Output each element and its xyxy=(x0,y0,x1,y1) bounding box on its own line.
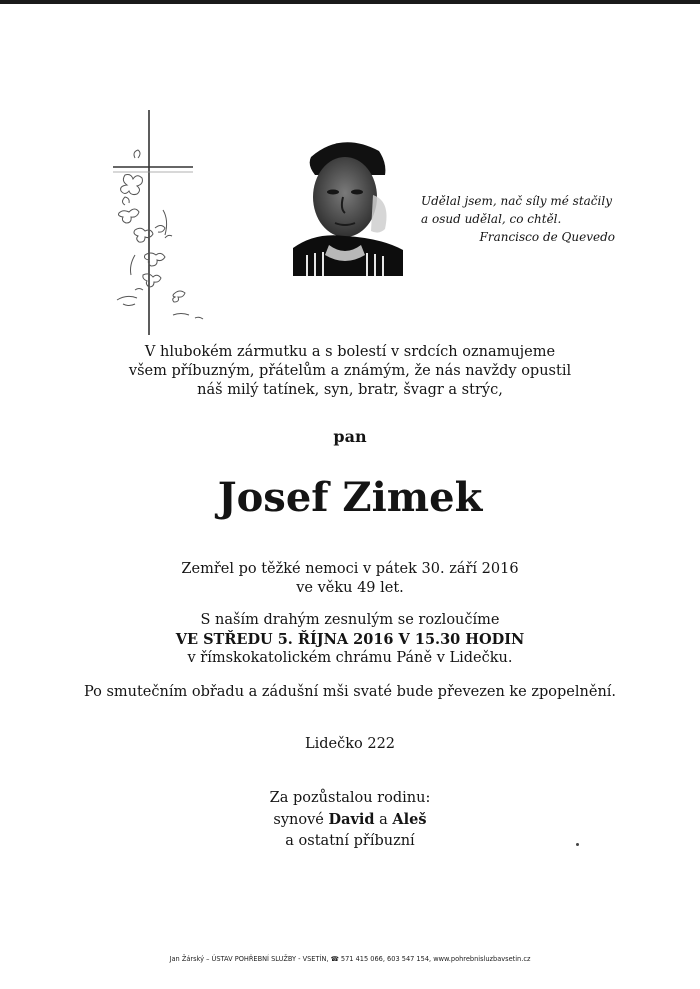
family-sons xyxy=(0,809,700,831)
scan-speck xyxy=(576,843,579,846)
family-signature xyxy=(0,788,700,852)
intro-line-3: náš milý tatínek, syn, bratr, švagr a strýc, xyxy=(197,382,503,398)
funeral-place: v římskokatolickém chrámu Páně v Lidečku. xyxy=(187,650,513,666)
death-line-1: Zemřel po těžké nemoci v pátek 30. září 2016 xyxy=(181,561,519,577)
family-heading: Za pozůstalou rodinu: xyxy=(269,790,431,806)
deceased-name: Josef Zimek xyxy=(217,474,483,521)
announcement-intro xyxy=(80,343,620,400)
death-line-2: ve věku 49 let. xyxy=(296,580,404,596)
funeral-date: VE STŘEDU 5. ŘÍJNA 2016 V 15.30 HODIN xyxy=(175,631,525,648)
farewell-line-1: S naším drahým zesnulým se rozloučíme xyxy=(200,612,500,628)
footer xyxy=(0,955,700,963)
son-name-1: David xyxy=(328,811,375,828)
footer-company: Jan Žárský – ÚSTAV POHŘEBNÍ SLUŽBY - VSETÍN, xyxy=(169,955,329,963)
phone-icon: ☎ xyxy=(330,955,339,963)
quote-line-1: Udělal jsem, nač síly mé stačily xyxy=(421,194,612,208)
footer-website[interactable]: www.pohrebnisluzbavsetin.cz xyxy=(433,955,531,963)
family-others: a ostatní příbuzní xyxy=(285,833,415,849)
conjunction: a xyxy=(379,812,388,828)
sons-prefix: synové xyxy=(273,812,324,828)
cremation-note: Po smutečním obřadu a zádušní mši svaté bude převezen ke zpopelnění. xyxy=(83,684,617,700)
funeral-info xyxy=(0,611,700,668)
intro-line-2: všem příbuzným, přátelům a známým, že nás navždy opustil xyxy=(128,363,572,379)
quote-author: Francisco de Quevedo xyxy=(479,230,615,244)
son-name-2: Aleš xyxy=(392,811,427,828)
cross-with-flowers-icon xyxy=(105,110,215,335)
intro-line-1: V hlubokém zármutku a s bolestí v srdcích oznamujeme xyxy=(144,344,556,360)
portrait-photo xyxy=(293,137,403,276)
quote-line-2: a osud udělal, co chtěl. xyxy=(421,212,562,226)
quote-block xyxy=(415,192,615,246)
top-border-line xyxy=(0,0,700,4)
footer-phones: 571 415 066, 603 547 154, xyxy=(340,955,432,963)
honorific-title: pan xyxy=(333,427,367,446)
death-info xyxy=(0,560,700,598)
address: Lidečko 222 xyxy=(304,736,396,752)
